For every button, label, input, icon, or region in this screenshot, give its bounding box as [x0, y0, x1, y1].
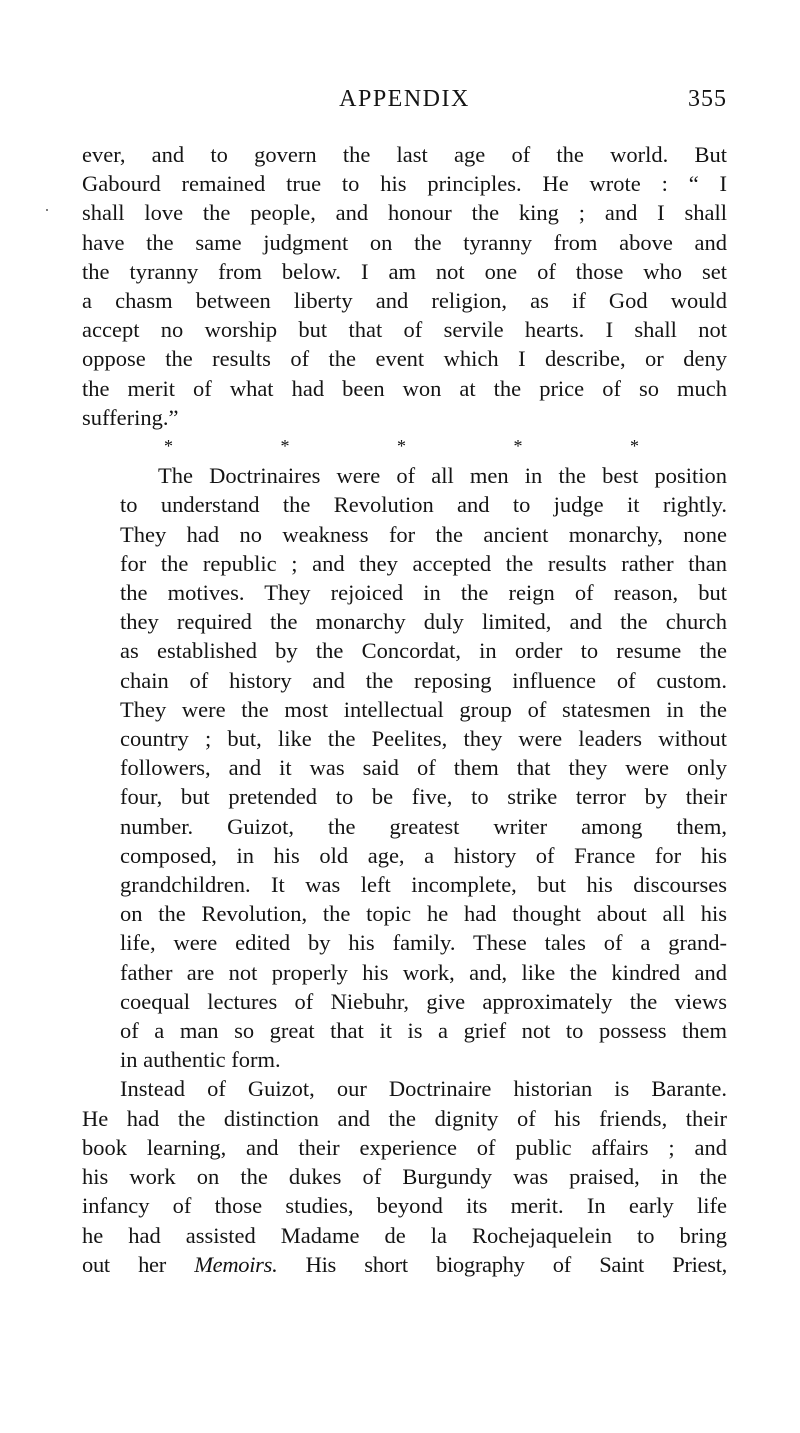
- text-line: They had no weakness for the ancient monarchy, none: [120, 521, 727, 547]
- text-line: as established by the Concordat, in order to resume the: [120, 638, 727, 664]
- text-line: composed, in his old age, a history of France for his: [120, 842, 727, 868]
- text-line: have the same judgment on the tyranny from above and: [82, 229, 727, 255]
- paragraph-3: [82, 1074, 727, 1278]
- paragraph-2: [82, 461, 727, 1074]
- text-line: suffering.”: [82, 404, 179, 430]
- header-title: APPENDIX: [339, 86, 470, 112]
- text-line: life, were edited by his family. These tales of a grand-: [120, 930, 727, 956]
- text-line: oppose the results of the event which I describe, or deny: [82, 346, 727, 372]
- text-line: chain of history and the reposing influence of custom.: [120, 667, 727, 693]
- text-fragment: His short biography of Saint Priest,: [277, 1251, 727, 1277]
- italic-title: Memoirs.: [194, 1251, 278, 1277]
- text-line: four, but pretended to be five, to strike terror by their: [120, 784, 727, 810]
- text-line: He had the distinction and the dignity of his friends, their: [82, 1105, 727, 1131]
- separator-star: *: [164, 436, 173, 457]
- text-line: shall love the people, and honour the king ; and I shall: [82, 200, 727, 226]
- text-line: infancy of those studies, beyond its merit. In early life: [82, 1193, 727, 1219]
- text-line: he had assisted Madame de la Rochejaquelein to bring: [82, 1222, 727, 1248]
- separator-star: *: [513, 436, 523, 457]
- margin-mark: [46, 209, 48, 211]
- text-line: book learning, and their experience of public affairs ; and: [82, 1134, 727, 1160]
- paragraph-1: [82, 140, 727, 432]
- text-line: Gabourd remained true to his principles. He wrote : “ I: [82, 171, 727, 197]
- text-line: Instead of Guizot, our Doctrinaire historian is Barante.: [120, 1076, 727, 1102]
- page-number: 355: [688, 86, 727, 112]
- text-line: grandchildren. It was left incomplete, but his discourses: [120, 872, 727, 898]
- text-line: number. Guizot, the greatest writer among them,: [120, 813, 727, 839]
- text-line-final: [82, 1250, 727, 1279]
- text-line: country ; but, like the Peelites, they were leaders without: [120, 726, 727, 752]
- text-line: they required the monarchy duly limited, and the church: [120, 609, 727, 635]
- text-line: father are not properly his work, and, like the kindred and: [120, 959, 727, 985]
- separator-star: *: [280, 436, 290, 457]
- text-line: on the Revolution, the topic he had thought about all his: [120, 901, 727, 927]
- text-line: his work on the dukes of Burgundy was praised, in the: [82, 1164, 727, 1190]
- text-line: to understand the Revolution and to judge it rightly.: [120, 492, 727, 518]
- text-line: ever, and to govern the last age of the world. But: [82, 142, 727, 167]
- text-line: followers, and it was said of them that they were only: [120, 755, 727, 781]
- text-line: They were the most intellectual group of statesmen in the: [120, 696, 727, 722]
- text-line: in authentic form.: [120, 1047, 281, 1073]
- running-header: [82, 86, 727, 122]
- body-text: [82, 140, 727, 1279]
- text-fragment: out her: [82, 1251, 195, 1277]
- text-line: the motives. They rejoiced in the reign of reason, but: [120, 580, 727, 606]
- text-line: the tyranny from below. I am not one of those who set: [82, 258, 727, 284]
- text-line: The Doctrinaires were of all men in the best position: [158, 463, 727, 489]
- section-separator: [164, 432, 639, 461]
- separator-star: *: [630, 436, 639, 457]
- text-line: a chasm between liberty and religion, as if God would: [82, 288, 727, 314]
- text-line: coequal lectures of Niebuhr, give approximately the views: [120, 988, 727, 1014]
- text-line: accept no worship but that of servile hearts. I shall not: [82, 317, 727, 343]
- text-line: for the republic ; and they accepted the results rather than: [120, 550, 727, 576]
- text-line: the merit of what had been won at the price of so much: [82, 375, 727, 401]
- separator-star: *: [397, 436, 406, 457]
- text-line: of a man so great that it is a grief not to possess them: [120, 1018, 727, 1044]
